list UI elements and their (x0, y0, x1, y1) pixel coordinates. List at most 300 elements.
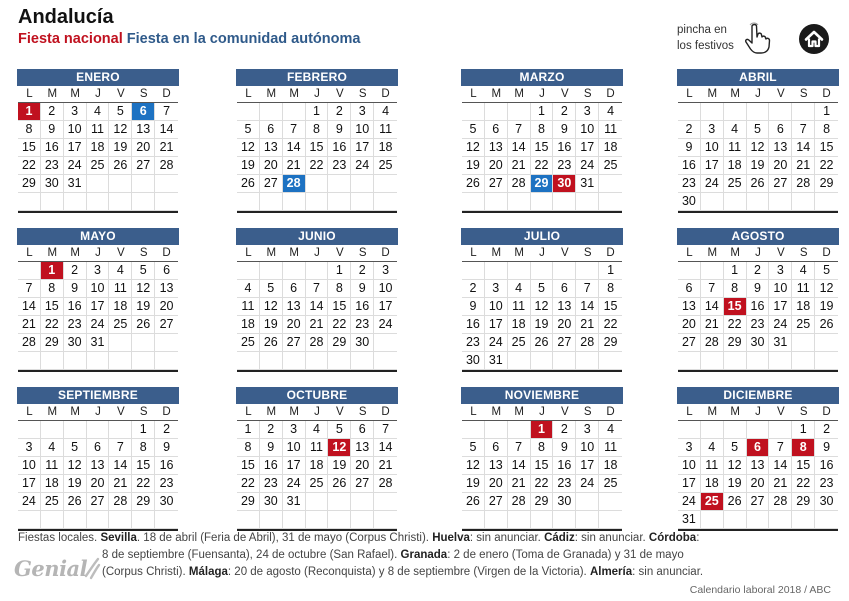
day-cell: 18 (109, 298, 132, 316)
weekday-label: D (822, 88, 831, 100)
day-cell: 13 (351, 439, 374, 457)
empty-cell (792, 352, 815, 370)
day-cell: 8 (18, 121, 41, 139)
empty-cell (283, 352, 306, 370)
empty-cell (508, 421, 531, 439)
empty-cell (306, 352, 329, 370)
day-cell: 18 (599, 139, 622, 157)
day-cell: 27 (155, 316, 178, 334)
month-febrero (236, 69, 398, 213)
day-cell: 5 (462, 121, 485, 139)
day-cell: 24 (18, 493, 41, 511)
day-cell: 12 (462, 139, 485, 157)
day-cell: 10 (576, 121, 599, 139)
empty-cell (260, 193, 283, 211)
empty-cell (599, 493, 622, 511)
day-cell: 18 (87, 139, 110, 157)
day-cell: 7 (508, 439, 531, 457)
day-cell: 14 (508, 457, 531, 475)
weekday-label: V (561, 88, 569, 100)
month-title: FEBRERO (236, 69, 398, 86)
empty-cell (374, 334, 397, 352)
day-cell: 23 (462, 334, 485, 352)
month-junio (236, 228, 398, 372)
weekday-label: J (755, 247, 761, 259)
day-cell: 16 (328, 139, 351, 157)
day-cell: 2 (678, 121, 701, 139)
empty-cell (155, 352, 178, 370)
day-cell: 4 (508, 280, 531, 298)
day-cell: 24 (576, 157, 599, 175)
month-diciembre (677, 387, 839, 531)
day-cell: 12 (237, 139, 260, 157)
empty-cell (701, 103, 724, 121)
weekday-label: V (117, 406, 125, 418)
day-cell: 14 (374, 439, 397, 457)
day-cell: 4 (109, 262, 132, 280)
weekday-label: D (822, 247, 831, 259)
weekday-label: V (336, 88, 344, 100)
day-cell: 12 (462, 457, 485, 475)
day-cell: 26 (237, 175, 260, 193)
day-cell: 1 (599, 262, 622, 280)
notes-cordoba-text: : (696, 532, 700, 544)
weekday-label: M (70, 247, 80, 259)
day-cell: 5 (237, 121, 260, 139)
day-cell: 28 (109, 493, 132, 511)
day-cell: 11 (701, 457, 724, 475)
notes-granada-text: : 2 de enero (Toma de Granada) y 31 de mayo (447, 549, 684, 561)
empty-cell (64, 352, 87, 370)
empty-cell (132, 511, 155, 529)
empty-cell (87, 175, 110, 193)
day-cell: 3 (678, 439, 701, 457)
weekday-header (18, 86, 178, 103)
weekday-label: V (561, 247, 569, 259)
notes-huelva-text: : sin anunciar. (469, 532, 545, 544)
month-marzo (461, 69, 623, 213)
day-cell: 30 (155, 493, 178, 511)
month-bottom-rule (678, 211, 838, 213)
national-holiday-day[interactable]: 25 (701, 493, 724, 511)
day-cell: 13 (769, 139, 792, 157)
day-cell: 24 (701, 175, 724, 193)
day-cell: 8 (328, 280, 351, 298)
day-cell: 14 (155, 121, 178, 139)
day-cell: 20 (747, 475, 770, 493)
empty-cell (155, 175, 178, 193)
weekday-label: J (95, 406, 101, 418)
day-cell: 13 (87, 457, 110, 475)
weekday-header (462, 86, 622, 103)
day-cell: 8 (531, 439, 554, 457)
day-cell: 4 (599, 103, 622, 121)
empty-cell (576, 262, 599, 280)
day-cell: 22 (328, 316, 351, 334)
empty-cell (351, 511, 374, 529)
national-holiday-day[interactable]: 15 (724, 298, 747, 316)
day-cell: 26 (531, 334, 554, 352)
day-cell: 18 (306, 457, 329, 475)
notes-line3-text: (Corpus Christi). (102, 566, 189, 578)
day-cell: 10 (485, 298, 508, 316)
weekday-label: L (26, 406, 33, 418)
day-cell: 1 (237, 421, 260, 439)
empty-cell (351, 493, 374, 511)
day-cell: 26 (724, 493, 747, 511)
day-cell: 28 (701, 334, 724, 352)
day-cell: 19 (260, 316, 283, 334)
day-cell: 29 (132, 493, 155, 511)
national-holiday-day[interactable]: 6 (747, 439, 770, 457)
day-cell: 24 (351, 157, 374, 175)
empty-cell (531, 352, 554, 370)
day-cell: 29 (18, 175, 41, 193)
month-title: MAYO (17, 228, 179, 245)
day-cell: 14 (508, 139, 531, 157)
weekday-label: M (266, 247, 277, 259)
day-grid (237, 103, 397, 211)
national-holiday-day[interactable]: 8 (792, 439, 815, 457)
weekday-label: L (245, 88, 252, 100)
weekday-label: D (162, 247, 171, 259)
weekday-label: V (777, 406, 785, 418)
empty-cell (64, 421, 87, 439)
empty-cell (41, 511, 64, 529)
month-bottom-rule (237, 370, 397, 372)
day-cell: 31 (64, 175, 87, 193)
legend (18, 31, 360, 47)
day-cell: 3 (87, 262, 110, 280)
day-cell: 5 (64, 439, 87, 457)
day-cell: 19 (724, 475, 747, 493)
day-cell: 17 (701, 157, 724, 175)
day-cell: 14 (576, 298, 599, 316)
weekday-label: S (139, 88, 148, 100)
day-cell: 9 (553, 439, 576, 457)
day-cell: 15 (531, 139, 554, 157)
empty-cell (747, 352, 770, 370)
day-cell: 25 (109, 316, 132, 334)
regional-holiday-day[interactable]: 6 (132, 103, 155, 121)
weekday-label: M (47, 247, 58, 259)
day-cell: 29 (237, 493, 260, 511)
day-cell: 13 (678, 298, 701, 316)
day-grid (462, 103, 622, 211)
day-grid (462, 421, 622, 529)
month-octubre (236, 387, 398, 531)
weekday-label: J (539, 406, 545, 418)
day-cell: 28 (576, 334, 599, 352)
weekday-label: M (707, 406, 718, 418)
weekday-header (678, 245, 838, 262)
day-cell: 27 (485, 493, 508, 511)
empty-cell (260, 103, 283, 121)
day-cell: 14 (283, 139, 306, 157)
day-cell: 8 (815, 121, 838, 139)
home-button[interactable] (799, 24, 829, 54)
empty-cell (18, 193, 41, 211)
day-cell: 5 (747, 121, 770, 139)
national-holiday-day[interactable]: 1 (41, 262, 64, 280)
month-title: ENERO (17, 69, 179, 86)
day-cell: 4 (306, 421, 329, 439)
empty-cell (64, 193, 87, 211)
day-cell: 24 (576, 475, 599, 493)
day-cell: 7 (306, 280, 329, 298)
day-cell: 20 (155, 298, 178, 316)
empty-cell (769, 511, 792, 529)
day-cell: 6 (485, 121, 508, 139)
weekday-label: D (162, 406, 171, 418)
weekday-label: S (583, 88, 592, 100)
empty-cell (155, 334, 178, 352)
day-cell: 21 (109, 475, 132, 493)
day-cell: 14 (18, 298, 41, 316)
day-cell: 1 (815, 103, 838, 121)
empty-cell (155, 193, 178, 211)
day-cell: 17 (576, 139, 599, 157)
day-cell: 23 (41, 157, 64, 175)
weekday-label: M (491, 406, 502, 418)
day-cell: 5 (462, 439, 485, 457)
day-cell: 27 (132, 157, 155, 175)
day-cell: 8 (531, 121, 554, 139)
day-cell: 22 (306, 157, 329, 175)
day-cell: 21 (701, 316, 724, 334)
day-cell: 26 (462, 493, 485, 511)
empty-cell (306, 262, 329, 280)
day-cell: 3 (576, 103, 599, 121)
regional-holiday-day[interactable]: 28 (283, 175, 306, 193)
day-cell: 11 (792, 280, 815, 298)
day-cell: 22 (132, 475, 155, 493)
day-cell: 10 (18, 457, 41, 475)
day-cell: 17 (87, 298, 110, 316)
day-cell: 6 (351, 421, 374, 439)
day-cell: 5 (724, 439, 747, 457)
day-cell: 12 (531, 298, 554, 316)
empty-cell (701, 262, 724, 280)
empty-cell (815, 193, 838, 211)
empty-cell (41, 352, 64, 370)
notes-sevilla-label: Sevilla (100, 532, 137, 544)
day-cell: 21 (508, 157, 531, 175)
day-cell: 27 (283, 334, 306, 352)
empty-cell (306, 511, 329, 529)
day-cell: 30 (64, 334, 87, 352)
empty-cell (260, 352, 283, 370)
day-cell: 9 (64, 280, 87, 298)
empty-cell (576, 493, 599, 511)
day-cell: 4 (237, 280, 260, 298)
day-cell: 20 (769, 157, 792, 175)
weekday-label: D (381, 88, 390, 100)
day-cell: 7 (155, 103, 178, 121)
day-cell: 25 (237, 334, 260, 352)
day-cell: 4 (701, 439, 724, 457)
empty-cell (485, 103, 508, 121)
weekday-label: S (358, 406, 367, 418)
day-cell: 16 (351, 298, 374, 316)
day-cell: 19 (747, 157, 770, 175)
empty-cell (724, 352, 747, 370)
empty-cell (328, 511, 351, 529)
regional-holiday-day[interactable]: 29 (531, 175, 554, 193)
day-cell: 29 (328, 334, 351, 352)
day-cell: 21 (155, 139, 178, 157)
national-holiday-day[interactable]: 30 (553, 175, 576, 193)
notes-intro: Fiestas locales. (18, 532, 101, 544)
weekday-label: V (117, 88, 125, 100)
empty-cell (260, 511, 283, 529)
day-cell: 25 (724, 175, 747, 193)
day-cell: 15 (306, 139, 329, 157)
day-cell: 28 (792, 175, 815, 193)
day-cell: 10 (576, 439, 599, 457)
weekday-label: M (289, 88, 299, 100)
day-cell: 21 (576, 316, 599, 334)
day-cell: 1 (792, 421, 815, 439)
weekday-header (678, 86, 838, 103)
day-cell: 20 (485, 157, 508, 175)
day-cell: 7 (283, 121, 306, 139)
day-cell: 10 (678, 457, 701, 475)
day-cell: 30 (351, 334, 374, 352)
day-cell: 12 (815, 280, 838, 298)
day-cell: 8 (599, 280, 622, 298)
day-cell: 29 (531, 493, 554, 511)
day-grid (237, 421, 397, 529)
weekday-label: L (26, 247, 33, 259)
empty-cell (792, 193, 815, 211)
day-cell: 6 (553, 280, 576, 298)
day-cell: 1 (132, 421, 155, 439)
weekday-label: V (777, 88, 785, 100)
month-title: JULIO (461, 228, 623, 245)
month-agosto (677, 228, 839, 372)
weekday-label: S (799, 247, 808, 259)
empty-cell (485, 262, 508, 280)
weekday-label: S (358, 88, 367, 100)
day-cell: 26 (132, 316, 155, 334)
empty-cell (462, 262, 485, 280)
day-cell: 4 (41, 439, 64, 457)
day-cell: 22 (792, 475, 815, 493)
day-cell: 28 (155, 157, 178, 175)
day-cell: 15 (132, 457, 155, 475)
empty-cell (462, 103, 485, 121)
month-title: ABRIL (677, 69, 839, 86)
day-cell: 18 (701, 475, 724, 493)
empty-cell (769, 193, 792, 211)
day-cell: 13 (260, 139, 283, 157)
day-cell: 15 (792, 457, 815, 475)
weekday-label: L (26, 88, 33, 100)
day-cell: 3 (18, 439, 41, 457)
day-cell: 24 (485, 334, 508, 352)
day-cell: 12 (747, 139, 770, 157)
day-cell: 7 (701, 280, 724, 298)
national-holiday-day[interactable]: 1 (531, 421, 554, 439)
empty-cell (18, 421, 41, 439)
empty-cell (769, 421, 792, 439)
empty-cell (485, 193, 508, 211)
day-cell: 29 (792, 493, 815, 511)
day-cell: 22 (531, 157, 554, 175)
day-cell: 27 (351, 475, 374, 493)
month-title: DICIEMBRE (677, 387, 839, 404)
day-cell: 15 (41, 298, 64, 316)
day-cell: 1 (724, 262, 747, 280)
day-cell: 23 (678, 175, 701, 193)
weekday-label: S (583, 406, 592, 418)
day-cell: 31 (769, 334, 792, 352)
day-cell: 12 (64, 457, 87, 475)
day-cell: 15 (815, 139, 838, 157)
notes-granada-label: Granada (400, 549, 448, 561)
national-holiday-day[interactable]: 1 (18, 103, 41, 121)
day-cell: 20 (678, 316, 701, 334)
weekday-label: M (730, 88, 740, 100)
weekday-label: L (245, 247, 252, 259)
day-cell: 16 (260, 457, 283, 475)
empty-cell (132, 352, 155, 370)
empty-cell (41, 421, 64, 439)
weekday-label: M (707, 247, 718, 259)
day-cell: 7 (109, 439, 132, 457)
month-title: AGOSTO (677, 228, 839, 245)
day-cell: 27 (553, 334, 576, 352)
weekday-label: J (539, 247, 545, 259)
national-holiday-day[interactable]: 12 (328, 439, 351, 457)
day-cell: 18 (724, 157, 747, 175)
weekday-label: J (95, 247, 101, 259)
weekday-label: M (514, 406, 524, 418)
weekday-label: M (70, 406, 80, 418)
day-cell: 28 (306, 334, 329, 352)
weekday-label: M (707, 88, 718, 100)
day-cell: 16 (553, 457, 576, 475)
day-cell: 22 (237, 475, 260, 493)
day-cell: 23 (553, 157, 576, 175)
weekday-header (237, 86, 397, 103)
day-cell: 19 (462, 157, 485, 175)
day-cell: 3 (374, 262, 397, 280)
day-cell: 9 (678, 139, 701, 157)
day-cell: 25 (508, 334, 531, 352)
day-cell: 24 (87, 316, 110, 334)
day-cell: 9 (462, 298, 485, 316)
empty-cell (531, 262, 554, 280)
day-cell: 11 (508, 298, 531, 316)
day-cell: 23 (815, 475, 838, 493)
day-cell: 11 (599, 121, 622, 139)
month-enero (17, 69, 179, 213)
day-cell: 31 (485, 352, 508, 370)
empty-cell (678, 262, 701, 280)
day-cell: 27 (260, 175, 283, 193)
day-cell: 13 (485, 139, 508, 157)
click-hint (677, 22, 734, 54)
weekday-label: M (730, 247, 740, 259)
month-title: SEPTIEMBRE (17, 387, 179, 404)
month-title: JUNIO (236, 228, 398, 245)
empty-cell (599, 352, 622, 370)
weekday-label: D (822, 406, 831, 418)
day-cell: 17 (374, 298, 397, 316)
day-cell: 8 (41, 280, 64, 298)
